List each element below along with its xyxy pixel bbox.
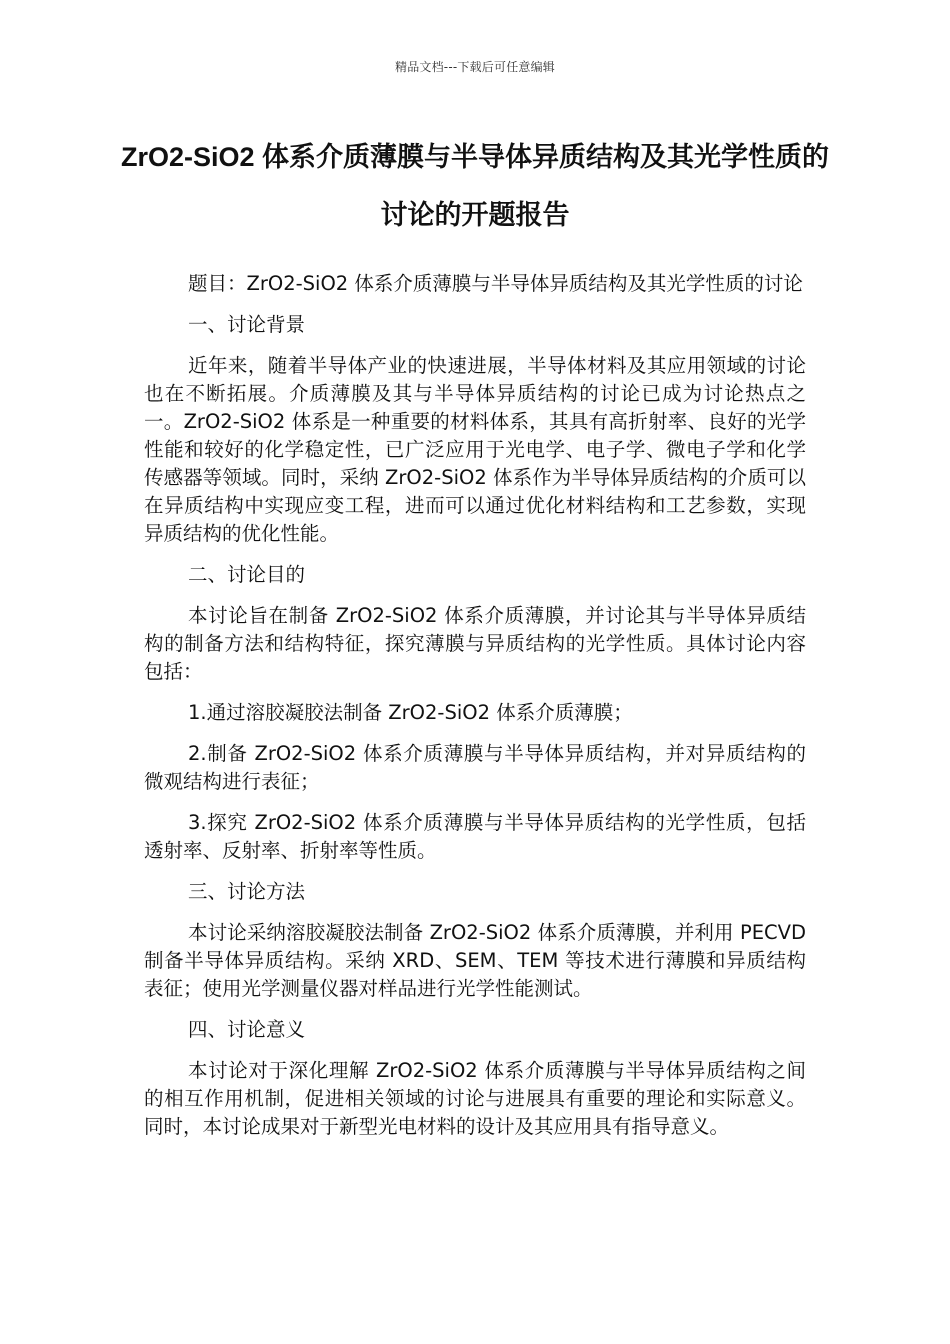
purpose-paragraph: 本讨论旨在制备 ZrO2-SiO2 体系介质薄膜，并讨论其与半导体异质结构的制备方法和结构特征，探究薄膜与异质结构的光学性质。具体讨论内容包括： <box>144 604 806 683</box>
section-heading-background: 一、讨论背景 <box>188 313 306 336</box>
section-heading-significance: 四、讨论意义 <box>188 1018 306 1041</box>
document-body <box>144 270 806 1154</box>
section-heading-purpose: 二、讨论目的 <box>188 563 306 586</box>
subject-line: 题目：ZrO2-SiO2 体系介质薄膜与半导体异质结构及其光学性质的讨论 <box>188 272 803 295</box>
purpose-item-2: 2.制备 ZrO2-SiO2 体系介质薄膜与半导体异质结构，并对异质结构的微观结构进行表征； <box>144 742 806 793</box>
purpose-item-3: 3.探究 ZrO2-SiO2 体系介质薄膜与半导体异质结构的光学性质，包括透射率、反射率、折射率等性质。 <box>144 811 806 862</box>
background-paragraph: 近年来，随着半导体产业的快速进展，半导体材料及其应用领域的讨论也在不断拓展。介质薄膜及其与半导体异质结构的讨论已成为讨论热点之一。ZrO2-SiO2 体系是一种重要的材料体系，其具有高折射率、良好的光学性能和较好的化学稳定性，已广泛应用于光电学、电子学、微电子学和化学传感器等领域。同时，采纳 ZrO2-SiO2 体系作为半导体异质结构的介质可以在异质结构中实现应变工程，进而可以通过优化材料结构和工艺参数，实现异质结构的优化性能。 <box>144 354 806 545</box>
header-note: 精品文档---下载后可任意编辑 <box>395 60 555 74</box>
method-paragraph: 本讨论采纳溶胶凝胶法制备 ZrO2-SiO2 体系介质薄膜，并利用 PECVD 制备半导体异质结构。采纳 XRD、SEM、TEM 等技术进行薄膜和异质结构表征；使用光学测量仪器对样品进行光学性能测试。 <box>144 921 806 1000</box>
document-title: ZrO2-SiO2 体系介质薄膜与半导体异质结构及其光学性质的讨论的开题报告 <box>120 142 830 230</box>
purpose-item-1: 1.通过溶胶凝胶法制备 ZrO2-SiO2 体系介质薄膜； <box>188 701 633 724</box>
significance-paragraph: 本讨论对于深化理解 ZrO2-SiO2 体系介质薄膜与半导体异质结构之间的相互作用机制，促进相关领域的讨论与进展具有重要的理论和实际意义。同时，本讨论成果对于新型光电材料的设计及其应用具有指导意义。 <box>144 1059 806 1138</box>
section-heading-method: 三、讨论方法 <box>188 880 306 903</box>
